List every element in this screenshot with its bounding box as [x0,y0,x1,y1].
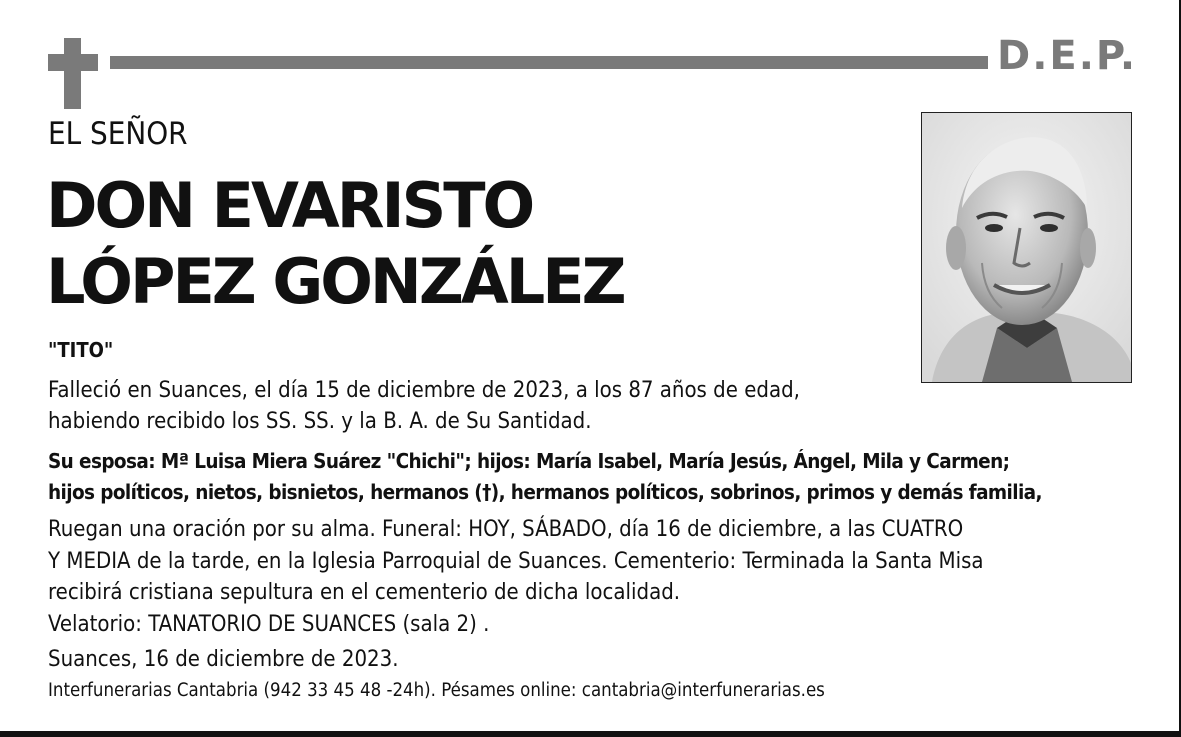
death-line-2: habiendo recibido los SS. SS. y la B. A. de Su Santidad. [48,409,592,434]
deceased-name [46,168,624,320]
portrait-photo [921,112,1132,383]
service-line-2: Y MEDIA de la tarde, en la Iglesia Parroquial de Suances. Cementerio: Terminada la Santa Misa [48,548,984,574]
family-notice [48,446,1042,508]
cross-icon-vertical [64,38,81,109]
family-line-1: Su esposa: Mª Luisa Miera Suárez "Chichi"; hijos: María Isabel, María Jesús, Ángel, Mila y Carmen; [48,449,1010,473]
cross-icon-horizontal [48,54,98,71]
header-rule [110,56,988,69]
service-notice [48,514,984,640]
service-line-3: recibirá cristiana sepultura en el cementerio de dicha localidad. [48,580,681,605]
death-line-1: Falleció en Suances, el día 15 de diciembre de 2023, a los 87 años de edad, [48,378,800,403]
prefix-title: EL SEÑOR [48,116,188,152]
contact-info: Interfunerarias Cantabria (942 33 45 48 -24h). Pésames online: cantabria@interfunerarias.es [48,680,825,701]
name-line-2: LÓPEZ GONZÁLEZ [46,245,624,318]
family-line-2: hijos políticos, nietos, bisnietos, hermanos (†), hermanos políticos, sobrinos, primos y demás familia, [48,480,1042,504]
portrait-photo-icon [922,113,1131,382]
service-line-4: Velatorio: TANATORIO DE SUANCES (sala 2) . [48,611,490,637]
place-date: Suances, 16 de diciembre de 2023. [48,647,399,672]
name-line-1: DON EVARISTO [46,169,533,242]
nickname: "TITO" [48,338,114,362]
death-notice [48,375,800,437]
service-line-1: Ruegan una oración por su alma. Funeral: HOY, SÁBADO, día 16 de diciembre, a las CUATRO [48,517,964,542]
dep-label: D.E.P. [997,33,1138,79]
